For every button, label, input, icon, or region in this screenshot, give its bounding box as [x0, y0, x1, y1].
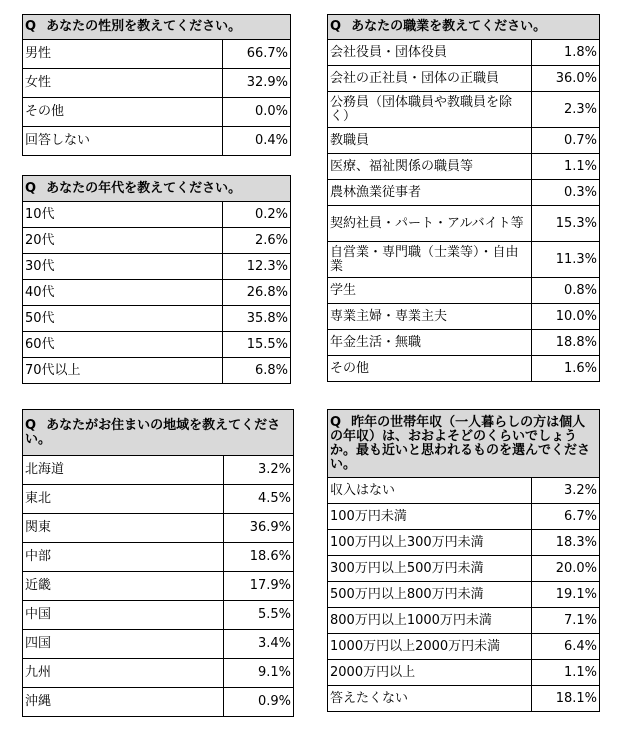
- row-label: 沖縄: [23, 688, 224, 717]
- table-row: [328, 278, 600, 304]
- row-value: 0.0%: [223, 98, 291, 127]
- row-value: 10.0%: [532, 304, 600, 330]
- row-label: 1000万円以上2000万円未満: [328, 634, 532, 660]
- row-label: 中部: [23, 543, 224, 572]
- question-mark: Q: [25, 180, 37, 196]
- row-label: 関東: [23, 514, 224, 543]
- table-row: [328, 206, 600, 242]
- table-row: [328, 242, 600, 278]
- table-row: [23, 228, 291, 254]
- row-value: 12.3%: [223, 254, 291, 280]
- table-row: [328, 686, 600, 712]
- region-question-header: [23, 410, 294, 456]
- row-label: 60代: [23, 332, 223, 358]
- gender-table: [22, 14, 291, 156]
- table-row: [23, 280, 291, 306]
- row-value: 36.0%: [532, 66, 600, 92]
- table-row: [328, 504, 600, 530]
- row-value: 6.8%: [223, 358, 291, 384]
- row-value: 1.1%: [532, 660, 600, 686]
- row-value: 0.9%: [224, 688, 294, 717]
- table-row: [23, 630, 294, 659]
- gender-question-header: [23, 15, 291, 40]
- row-label: 教職員: [328, 128, 532, 154]
- row-value: 3.4%: [224, 630, 294, 659]
- row-label: その他: [23, 98, 223, 127]
- row-value: 3.2%: [532, 478, 600, 504]
- row-label: 100万円未満: [328, 504, 532, 530]
- row-value: 3.2%: [224, 456, 294, 485]
- table-row: [23, 514, 294, 543]
- row-value: 6.4%: [532, 634, 600, 660]
- income-question-header: [328, 410, 600, 478]
- table-row: [23, 306, 291, 332]
- row-label: 自営業・専門職（士業等）・自由業: [328, 242, 532, 278]
- question-text: あなたの性別を教えてください。: [46, 19, 242, 34]
- table-row: [23, 202, 291, 228]
- table-row: [328, 330, 600, 356]
- region-table: [22, 409, 294, 717]
- row-label: その他: [328, 356, 532, 382]
- row-label: 20代: [23, 228, 223, 254]
- table-row: [23, 688, 294, 717]
- row-value: 1.1%: [532, 154, 600, 180]
- row-value: 18.3%: [532, 530, 600, 556]
- table-row: [23, 332, 291, 358]
- table-row: [23, 40, 291, 69]
- table-row: [23, 98, 291, 127]
- table-row: [328, 582, 600, 608]
- row-label: 収入はない: [328, 478, 532, 504]
- question-text: あなたの年代を教えてください。: [46, 180, 242, 196]
- row-label: 300万円以上500万円未満: [328, 556, 532, 582]
- row-value: 0.7%: [532, 128, 600, 154]
- row-value: 6.7%: [532, 504, 600, 530]
- table-row: [328, 40, 600, 66]
- table-row: [328, 608, 600, 634]
- table-row: [23, 358, 291, 384]
- row-value: 18.1%: [532, 686, 600, 712]
- row-label: 女性: [23, 69, 223, 98]
- occupation-question-header: [328, 15, 600, 40]
- row-value: 0.8%: [532, 278, 600, 304]
- row-label: 学生: [328, 278, 532, 304]
- row-label: 中国: [23, 601, 224, 630]
- row-value: 11.3%: [532, 242, 600, 278]
- row-value: 19.1%: [532, 582, 600, 608]
- row-label: 10代: [23, 202, 223, 228]
- row-value: 18.8%: [532, 330, 600, 356]
- table-row: [23, 572, 294, 601]
- row-label: 四国: [23, 630, 224, 659]
- row-value: 0.3%: [532, 180, 600, 206]
- question-text: あなたがお住まいの地域を教えてください。: [25, 417, 281, 447]
- row-value: 35.8%: [223, 306, 291, 332]
- age-table: [22, 175, 291, 384]
- row-label: 70代以上: [23, 358, 223, 384]
- row-label: 九州: [23, 659, 224, 688]
- table-row: [328, 304, 600, 330]
- row-value: 32.9%: [223, 69, 291, 98]
- row-value: 4.5%: [224, 485, 294, 514]
- table-row: [328, 556, 600, 582]
- table-row: [328, 154, 600, 180]
- row-value: 1.8%: [532, 40, 600, 66]
- row-label: 50代: [23, 306, 223, 332]
- table-row: [23, 127, 291, 156]
- row-label: 農林漁業従事者: [328, 180, 532, 206]
- row-label: 東北: [23, 485, 224, 514]
- question-mark: Q: [330, 19, 342, 34]
- table-row: [328, 128, 600, 154]
- table-row: [23, 69, 291, 98]
- row-value: 0.4%: [223, 127, 291, 156]
- question-text: 昨年の世帯年収（一人暮らしの方は個人の年収）は、おおよそどのくらいでしょうか。最も近いと思われるものを選んでください。: [330, 414, 591, 472]
- row-label: 会社役員・団体役員: [328, 40, 532, 66]
- row-value: 26.8%: [223, 280, 291, 306]
- row-value: 5.5%: [224, 601, 294, 630]
- row-label: 専業主婦・専業主夫: [328, 304, 532, 330]
- row-value: 20.0%: [532, 556, 600, 582]
- row-label: 答えたくない: [328, 686, 532, 712]
- row-value: 36.9%: [224, 514, 294, 543]
- row-value: 2.3%: [532, 92, 600, 128]
- question-mark: Q: [25, 19, 37, 34]
- question-mark: Q: [330, 414, 342, 430]
- row-label: 500万円以上800万円未満: [328, 582, 532, 608]
- table-row: [23, 456, 294, 485]
- row-label: 30代: [23, 254, 223, 280]
- table-row: [23, 601, 294, 630]
- row-value: 15.5%: [223, 332, 291, 358]
- table-row: [328, 180, 600, 206]
- row-value: 0.2%: [223, 202, 291, 228]
- row-label: 2000万円以上: [328, 660, 532, 686]
- row-label: 回答しない: [23, 127, 223, 156]
- row-label: 契約社員・パート・アルバイト等: [328, 206, 532, 242]
- row-value: 17.9%: [224, 572, 294, 601]
- row-label: 男性: [23, 40, 223, 69]
- table-row: [23, 485, 294, 514]
- row-value: 18.6%: [224, 543, 294, 572]
- row-value: 15.3%: [532, 206, 600, 242]
- table-row: [328, 92, 600, 128]
- row-value: 1.6%: [532, 356, 600, 382]
- row-value: 2.6%: [223, 228, 291, 254]
- table-row: [328, 530, 600, 556]
- table-row: [328, 66, 600, 92]
- row-value: 9.1%: [224, 659, 294, 688]
- income-table: [327, 409, 600, 712]
- table-row: [23, 543, 294, 572]
- row-label: 年金生活・無職: [328, 330, 532, 356]
- question-text: あなたの職業を教えてください。: [351, 19, 547, 34]
- table-row: [328, 478, 600, 504]
- row-label: 100万円以上300万円未満: [328, 530, 532, 556]
- row-label: 40代: [23, 280, 223, 306]
- row-value: 7.1%: [532, 608, 600, 634]
- table-row: [23, 254, 291, 280]
- row-label: 医療、福祉関係の職員等: [328, 154, 532, 180]
- table-row: [328, 356, 600, 382]
- row-label: 会社の正社員・団体の正職員: [328, 66, 532, 92]
- question-mark: Q: [25, 417, 37, 433]
- row-value: 66.7%: [223, 40, 291, 69]
- row-label: 北海道: [23, 456, 224, 485]
- age-question-header: [23, 176, 291, 202]
- table-row: [328, 634, 600, 660]
- row-label: 800万円以上1000万円未満: [328, 608, 532, 634]
- occupation-table: [327, 14, 600, 382]
- row-label: 公務員（団体職員や教職員を除く）: [328, 92, 532, 128]
- table-row: [23, 659, 294, 688]
- table-row: [328, 660, 600, 686]
- row-label: 近畿: [23, 572, 224, 601]
